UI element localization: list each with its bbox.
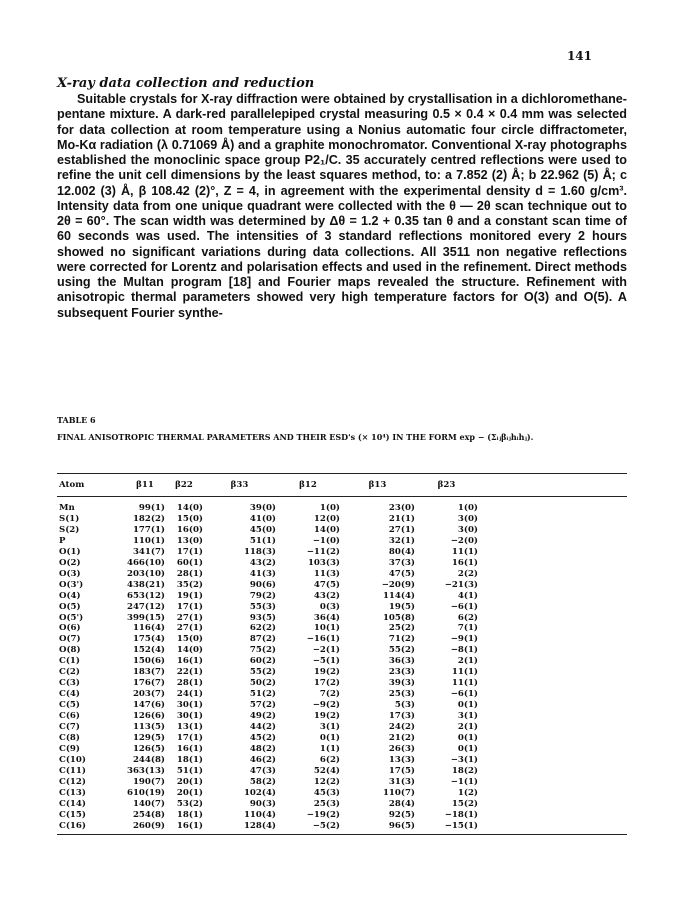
cell-beta33: 51(2) <box>249 689 276 700</box>
row-spacer <box>478 536 627 547</box>
cell-beta23: 16(1) <box>451 557 478 568</box>
cell-beta11: 126(5) <box>132 743 165 754</box>
cell-atom: C(8) <box>59 733 80 744</box>
cell-beta22: 28(1) <box>176 568 203 579</box>
cell-beta23: −18(1) <box>444 809 478 820</box>
cell-beta11: 203(10) <box>126 568 165 579</box>
row-spacer <box>478 777 627 788</box>
cell-atom: C(6) <box>59 711 80 722</box>
cell-beta12: 12(0) <box>313 513 340 524</box>
cell-beta12: −9(2) <box>312 700 340 711</box>
table-row <box>57 733 627 744</box>
table-row <box>57 766 627 777</box>
cell-beta12: 1(0) <box>319 503 340 513</box>
cell-beta23: −6(1) <box>450 601 478 612</box>
header-beta11: β11 <box>125 474 165 497</box>
cell-beta33: 41(3) <box>249 568 276 579</box>
cell-beta12: 0(1) <box>319 733 340 744</box>
cell-beta22: 27(1) <box>176 623 203 634</box>
cell-atom: C(16) <box>57 821 125 834</box>
cell-beta22: 16(1) <box>176 656 203 667</box>
cell-beta22: 14(0) <box>176 645 203 656</box>
table-row <box>57 810 627 821</box>
cell-atom: O(8) <box>59 645 81 656</box>
row-spacer <box>478 514 627 525</box>
cell-atom: C(4) <box>59 689 80 700</box>
table-row <box>57 667 627 678</box>
cell-atom: Mn <box>59 503 75 513</box>
cell-beta22: 27(1) <box>176 612 203 623</box>
cell-beta23: 15(2) <box>451 798 478 809</box>
table-row <box>57 689 627 700</box>
cell-beta23: 18(2) <box>451 765 478 776</box>
cell-beta22: 16(0) <box>176 524 203 535</box>
cell-atom: C(9) <box>59 743 80 754</box>
cell-atom: O(3') <box>59 579 84 590</box>
table-row <box>57 525 627 536</box>
cell-atom: O(3) <box>59 568 81 579</box>
cell-beta22: 16(1) <box>176 743 203 754</box>
cell-beta13: 28(4) <box>388 798 415 809</box>
table-row <box>57 711 627 722</box>
cell-atom: O(4) <box>59 590 81 601</box>
cell-beta13: 25(2) <box>388 623 415 634</box>
row-spacer <box>478 525 627 536</box>
cell-beta13: 110(7) <box>382 787 415 798</box>
cell-beta11: 183(7) <box>132 667 165 678</box>
table-title: FINAL ANISOTROPIC THERMAL PARAMETERS AND THEIR ESD's (× 10⁴) IN THE FORM exp − (Σᵢⱼβᵢⱼhᵢhⱼ). <box>57 432 534 442</box>
cell-beta33: 79(2) <box>249 590 276 601</box>
cell-beta33: 39(0) <box>249 503 276 513</box>
cell-atom: O(7) <box>59 634 81 645</box>
table-row <box>57 536 627 547</box>
cell-beta12: 6(2) <box>319 754 340 765</box>
cell-beta23: 2(2) <box>457 568 478 579</box>
cell-beta11: 244(8) <box>132 754 165 765</box>
cell-beta12: −5(1) <box>312 656 340 667</box>
cell-beta22: 20(1) <box>176 787 203 798</box>
cell-beta13: 21(2) <box>388 733 415 744</box>
cell-beta13: 13(3) <box>388 754 415 765</box>
cell-beta13: 71(2) <box>388 634 415 645</box>
cell-beta33: 55(2) <box>249 667 276 678</box>
table-row <box>57 558 627 569</box>
cell-beta22: 51(1) <box>176 765 203 776</box>
table-row <box>57 634 627 645</box>
table-row <box>57 755 627 766</box>
cell-beta22: 19(1) <box>176 590 203 601</box>
row-spacer <box>478 656 627 667</box>
cell-beta11: 363(13) <box>126 765 165 776</box>
cell-beta13: 23(3) <box>388 667 415 678</box>
cell-beta22: 13(0) <box>176 535 203 546</box>
cell-beta11: 110(1) <box>132 535 165 546</box>
cell-beta11: 152(4) <box>132 645 165 656</box>
cell-beta23: 6(2) <box>457 612 478 623</box>
row-spacer <box>478 580 627 591</box>
cell-beta33: 47(3) <box>249 765 276 776</box>
header-beta22: β22 <box>165 474 203 497</box>
cell-atom: C(2) <box>59 667 80 678</box>
table-row <box>57 645 627 656</box>
cell-beta11: 129(5) <box>132 733 165 744</box>
table-row <box>57 678 627 689</box>
cell-beta33: 43(2) <box>249 557 276 568</box>
cell-atom: O(5') <box>59 612 84 623</box>
row-spacer <box>478 634 627 645</box>
cell-beta11: 175(4) <box>132 634 165 645</box>
cell-beta11: 653(12) <box>126 590 165 601</box>
cell-beta11: 399(15) <box>126 612 165 623</box>
cell-beta13: 96(5) <box>340 821 415 834</box>
cell-beta13: 92(5) <box>388 809 415 820</box>
table-row <box>57 799 627 810</box>
cell-beta11: 177(1) <box>132 524 165 535</box>
cell-beta11: 150(6) <box>132 656 165 667</box>
cell-beta13: 21(1) <box>388 513 415 524</box>
cell-beta12: 19(2) <box>313 711 340 722</box>
row-spacer <box>478 810 627 821</box>
cell-beta12: 7(2) <box>319 689 340 700</box>
cell-beta33: 45(2) <box>249 733 276 744</box>
row-spacer <box>478 788 627 799</box>
cell-beta11: 113(5) <box>132 722 165 733</box>
cell-beta12: 11(3) <box>313 568 340 579</box>
cell-beta13: 47(5) <box>388 568 415 579</box>
cell-beta22: 13(1) <box>176 722 203 733</box>
cell-atom: C(5) <box>59 700 80 711</box>
cell-beta11: 116(4) <box>132 623 165 634</box>
cell-beta11: 99(1) <box>138 503 165 513</box>
table-row <box>57 623 627 634</box>
cell-beta12: 19(2) <box>313 667 340 678</box>
cell-atom: C(10) <box>59 754 86 765</box>
cell-beta22: 17(1) <box>176 601 203 612</box>
cell-beta22: 60(1) <box>176 557 203 568</box>
cell-atom: C(13) <box>59 787 86 798</box>
table-row <box>57 613 627 624</box>
cell-beta33: 62(2) <box>249 623 276 634</box>
cell-beta23: −6(1) <box>450 689 478 700</box>
cell-atom: C(11) <box>59 765 86 776</box>
row-spacer <box>478 700 627 711</box>
table-body <box>57 497 627 835</box>
row-spacer <box>478 547 627 558</box>
row-spacer <box>478 689 627 700</box>
table-row <box>57 497 627 514</box>
cell-beta13: 39(3) <box>388 678 415 689</box>
row-spacer <box>478 744 627 755</box>
header-beta13: β13 <box>340 474 415 497</box>
cell-atom: C(3) <box>59 678 80 689</box>
row-spacer <box>478 733 627 744</box>
cell-atom: C(12) <box>59 776 86 787</box>
row-spacer <box>478 645 627 656</box>
cell-beta13: 36(3) <box>388 656 415 667</box>
table-caption <box>57 414 627 444</box>
cell-beta22: 35(2) <box>176 579 203 590</box>
header-beta12: β12 <box>276 474 340 497</box>
row-spacer <box>478 602 627 613</box>
cell-beta12: −11(2) <box>306 546 340 557</box>
cell-beta23: 2(1) <box>457 656 478 667</box>
cell-beta33: 41(0) <box>249 513 276 524</box>
table-row <box>57 821 627 834</box>
row-spacer <box>478 799 627 810</box>
row-spacer <box>478 558 627 569</box>
cell-beta13: 32(1) <box>388 535 415 546</box>
cell-beta23: −8(1) <box>450 645 478 656</box>
cell-beta13: 26(3) <box>388 743 415 754</box>
cell-beta23: 3(1) <box>457 711 478 722</box>
cell-beta23: −21(3) <box>444 579 478 590</box>
cell-beta33: 51(1) <box>249 535 276 546</box>
cell-beta22: 17(1) <box>176 733 203 744</box>
cell-beta22: 18(1) <box>176 809 203 820</box>
table-row <box>57 547 627 558</box>
cell-beta12: 43(2) <box>313 590 340 601</box>
cell-beta33: 46(2) <box>249 754 276 765</box>
section-paragraph: Suitable crystals for X-ray diffraction were obtained by crystallisation in a dichloromethane-pentane mixture. A dark-red parallelepiped crystal measuring 0.5 × 0.4 × 0.4 mm was selected for data collection at room temperature using a Nonius automatic four circle diffractometer, Mo-Kα radiation (λ 0.71069 Å) and a graphite monochromator. Conventional X-ray photographs established the monoclinic space group P2₁/C. 35 accurately centred reflections were used to refine the unit cell dimensions by the least squares method, to: a 7.852 (2) Å; b 22.962 (5) Å; c 12.002 (3) Å, β 108.42 (2)°, Z = 4, in agreement with the experimental density d = 1.60 g/cm³. Intensity data from one unique quadrant were collected with the θ — 2θ scan technique out to 2θ = 60°. The scan width was determined by Δθ = 1.2 + 0.35 tan θ and a constant scan time of 60 seconds was used. The intensities of 3 standard reflections monitored every 2 hours showed no significant variations during data collections. All 3511 non negative reflections were corrected for Lorentz and polarisation effects and used in the refinement. Direct methods using the Multan program [18] and Fourier maps revealed the structure. Refinement with anisotropic thermal parameters showed very high temperature factors for O(3) and O(5). A subsequent Fourier synthe- <box>57 92 627 320</box>
cell-beta11: 176(7) <box>132 678 165 689</box>
table-row <box>57 788 627 799</box>
header-beta23: β23 <box>415 474 478 497</box>
row-spacer <box>478 569 627 580</box>
table-row <box>57 591 627 602</box>
cell-beta13: 31(3) <box>388 776 415 787</box>
cell-beta33: 45(0) <box>249 524 276 535</box>
cell-beta23: 0(1) <box>457 733 478 744</box>
cell-beta33: 48(2) <box>249 743 276 754</box>
cell-beta12: 25(3) <box>313 798 340 809</box>
cell-beta11: 438(21) <box>126 579 165 590</box>
cell-beta12: 1(1) <box>319 743 340 754</box>
cell-beta23: −15(1) <box>415 821 478 834</box>
cell-beta23: 0(1) <box>457 700 478 711</box>
cell-beta33: 102(4) <box>243 787 276 798</box>
row-spacer <box>478 591 627 602</box>
cell-beta11: 254(8) <box>132 809 165 820</box>
cell-beta23: 7(1) <box>457 623 478 634</box>
cell-beta11: 247(12) <box>126 601 165 612</box>
cell-beta22: 15(0) <box>176 513 203 524</box>
cell-beta23: 4(1) <box>457 590 478 601</box>
cell-beta33: 60(2) <box>249 656 276 667</box>
cell-beta11: 140(7) <box>132 798 165 809</box>
cell-beta33: 118(3) <box>243 546 276 557</box>
cell-beta23: 0(1) <box>457 743 478 754</box>
cell-beta23: 11(1) <box>451 678 478 689</box>
cell-atom: O(6) <box>59 623 81 634</box>
cell-beta12: −16(1) <box>306 634 340 645</box>
row-spacer <box>478 711 627 722</box>
row-spacer <box>478 755 627 766</box>
cell-beta12: 103(3) <box>307 557 340 568</box>
cell-beta23: 1(0) <box>457 503 478 513</box>
page-number: 141 <box>566 49 592 63</box>
row-spacer <box>478 821 627 834</box>
cell-beta13: 19(5) <box>388 601 415 612</box>
cell-beta23: −9(1) <box>450 634 478 645</box>
cell-beta22: 30(1) <box>176 711 203 722</box>
cell-beta23: 2(1) <box>457 722 478 733</box>
cell-beta22: 22(1) <box>176 667 203 678</box>
cell-beta11: 341(7) <box>132 546 165 557</box>
cell-beta12: −5(2) <box>276 821 340 834</box>
cell-beta12: 47(5) <box>313 579 340 590</box>
cell-beta13: 24(2) <box>388 722 415 733</box>
cell-beta33: 50(2) <box>249 678 276 689</box>
cell-beta13: 17(3) <box>388 711 415 722</box>
row-spacer <box>478 722 627 733</box>
cell-beta22: 53(2) <box>176 798 203 809</box>
cell-beta22: 18(1) <box>176 754 203 765</box>
row-spacer <box>478 667 627 678</box>
table-row <box>57 700 627 711</box>
cell-beta23: 3(0) <box>457 524 478 535</box>
cell-beta13: 55(2) <box>388 645 415 656</box>
cell-beta22: 30(1) <box>176 700 203 711</box>
cell-beta12: 45(3) <box>313 787 340 798</box>
cell-beta12: 3(1) <box>319 722 340 733</box>
cell-beta11: 203(7) <box>132 689 165 700</box>
cell-beta33: 128(4) <box>203 821 276 834</box>
cell-beta33: 44(2) <box>249 722 276 733</box>
thermal-parameters-table <box>57 473 627 835</box>
cell-beta11: 182(2) <box>132 513 165 524</box>
cell-beta13: 5(3) <box>394 700 415 711</box>
header-atom: Atom <box>57 474 125 497</box>
cell-beta12: 10(1) <box>313 623 340 634</box>
cell-beta33: 93(5) <box>249 612 276 623</box>
cell-atom: C(7) <box>59 722 80 733</box>
cell-beta11: 260(9) <box>125 821 165 834</box>
table-row <box>57 656 627 667</box>
cell-beta12: 52(4) <box>313 765 340 776</box>
table-row <box>57 777 627 788</box>
header-beta33: β33 <box>203 474 276 497</box>
cell-beta12: −2(1) <box>312 645 340 656</box>
cell-beta23: 3(0) <box>457 513 478 524</box>
cell-atom: C(1) <box>59 656 80 667</box>
cell-beta33: 57(2) <box>249 700 276 711</box>
cell-beta22: 24(1) <box>176 689 203 700</box>
cell-atom: O(5) <box>59 601 81 612</box>
cell-beta13: 105(8) <box>382 612 415 623</box>
cell-beta11: 610(19) <box>126 787 165 798</box>
cell-beta22: 16(1) <box>165 821 203 834</box>
cell-beta12: 0(3) <box>319 601 340 612</box>
table-row <box>57 602 627 613</box>
cell-beta12: 17(2) <box>313 678 340 689</box>
cell-beta33: 87(2) <box>249 634 276 645</box>
section-heading: X-ray data collection and reduction <box>57 76 315 91</box>
cell-beta23: 11(1) <box>451 546 478 557</box>
cell-beta11: 190(7) <box>132 776 165 787</box>
table-row <box>57 744 627 755</box>
cell-beta11: 466(10) <box>126 557 165 568</box>
cell-beta33: 49(2) <box>249 711 276 722</box>
table-row <box>57 722 627 733</box>
cell-beta33: 90(3) <box>249 798 276 809</box>
cell-atom: S(2) <box>59 524 80 535</box>
cell-beta13: 37(3) <box>388 557 415 568</box>
cell-beta22: 14(0) <box>176 503 203 513</box>
cell-atom: C(15) <box>59 809 86 820</box>
cell-atom: P <box>59 535 66 546</box>
table-row <box>57 514 627 525</box>
cell-beta11: 147(6) <box>132 700 165 711</box>
cell-beta12: 36(4) <box>313 612 340 623</box>
cell-beta13: 17(5) <box>388 765 415 776</box>
row-spacer <box>478 766 627 777</box>
cell-beta12: 14(0) <box>313 524 340 535</box>
cell-beta13: 25(3) <box>388 689 415 700</box>
cell-beta22: 17(1) <box>176 546 203 557</box>
cell-beta22: 15(0) <box>176 634 203 645</box>
cell-beta23: −1(1) <box>450 776 478 787</box>
table-row <box>57 580 627 591</box>
cell-beta22: 28(1) <box>176 678 203 689</box>
cell-atom: O(2) <box>59 557 81 568</box>
cell-beta12: −1(0) <box>312 535 340 546</box>
table-label: TABLE 6 <box>57 415 96 425</box>
row-spacer <box>478 678 627 689</box>
cell-beta23: −2(0) <box>450 535 478 546</box>
table-header-row <box>57 474 627 497</box>
cell-beta33: 75(2) <box>249 645 276 656</box>
cell-beta12: −19(2) <box>306 809 340 820</box>
cell-beta13: 23(0) <box>388 503 415 513</box>
row-spacer <box>478 623 627 634</box>
xray-section <box>57 76 627 321</box>
cell-beta23: 1(2) <box>457 787 478 798</box>
cell-beta33: 110(4) <box>243 809 276 820</box>
cell-beta33: 55(3) <box>249 601 276 612</box>
cell-beta11: 126(6) <box>132 711 165 722</box>
row-spacer <box>478 613 627 624</box>
table-row <box>57 569 627 580</box>
cell-atom: C(14) <box>59 798 86 809</box>
cell-beta13: 80(4) <box>388 546 415 557</box>
cell-atom: O(1) <box>59 546 81 557</box>
cell-beta13: −20(9) <box>381 579 415 590</box>
cell-beta13: 27(1) <box>388 524 415 535</box>
header-spacer <box>478 474 627 497</box>
cell-beta13: 114(4) <box>382 590 415 601</box>
cell-beta12: 12(2) <box>313 776 340 787</box>
cell-beta33: 58(2) <box>249 776 276 787</box>
row-spacer <box>478 497 627 514</box>
cell-beta23: 11(1) <box>451 667 478 678</box>
cell-beta33: 90(6) <box>249 579 276 590</box>
cell-beta23: −3(1) <box>450 754 478 765</box>
cell-atom: S(1) <box>59 513 80 524</box>
cell-beta22: 20(1) <box>176 776 203 787</box>
